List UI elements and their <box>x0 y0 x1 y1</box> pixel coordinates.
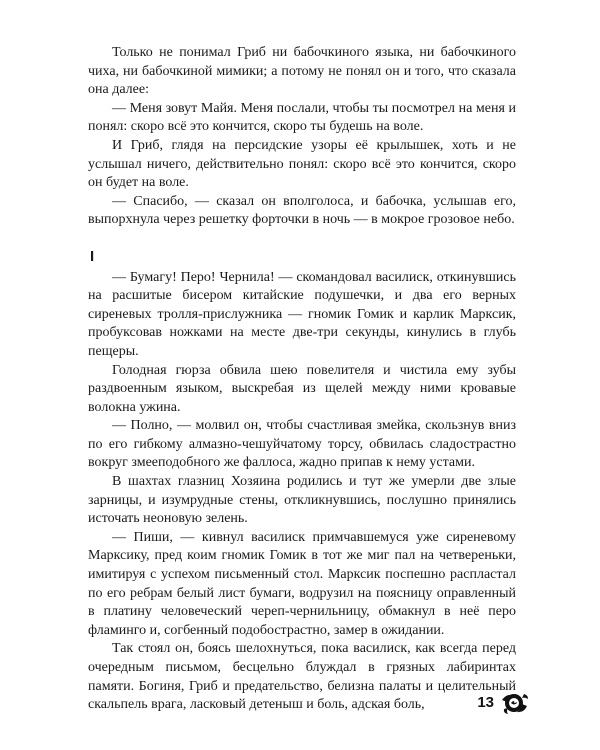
paragraph: И Гриб, глядя на персидские узоры её крылышек, хоть и не услышал ничего, действительно понял: скоро всё это кончится, скоро он будет на воле. <box>88 137 516 191</box>
paragraph: — Бумагу! Перо! Чернила! — скомандовал василиск, откинувшись на расшитые бисером китайские подушечки, и два его верных сиреневых тролля-прислужника — гномик Гомик и карлик Марксик, пробуксовав ножками на месте две-три секунды, кинулись в глубь пещеры. <box>88 269 516 359</box>
paragraph: В шахтах глазниц Хозяина родились и тут же умерли две злые зарницы, и изумрудные стены, откликнувшись, послушно принялись источать неоновую зелень. <box>88 474 516 527</box>
paragraph: Так стоял он, боясь шелохнуться, пока василиск, как всегда перед очередным письмом, бесцельно блуждал в грязных лабиринтах памяти. Богиня, Гриб и предательство, белизна палаты и целительный скальпель врага, ласковый детеныш и боль, адская боль, <box>88 641 516 713</box>
paragraph: Только не понимал Гриб ни бабочкиного языка, ни бабочкиного чиха, ни бабочкиной мимики; а потому не понял он и того, что сказала она далее: <box>88 45 516 98</box>
page-number: 13 <box>477 694 494 711</box>
section-mark: I <box>90 247 95 265</box>
book-page-text <box>88 44 516 715</box>
ornament-icon <box>500 690 530 716</box>
paragraph: — Меня зовут Майя. Меня послали, чтобы ты посмотрел на меня и понял: скоро всё это кончится, скоро ты будешь на воле. <box>88 100 516 135</box>
section-gap <box>88 230 516 248</box>
paragraph: Голодная гюрза обвила шею повелителя и чистила ему зубы раздвоенным языком, выскребая из щелей между ними кровавые волокна ужина. <box>88 362 516 415</box>
paragraph: — Спасибо, — сказал он вполголоса, и бабочка, услышав его, выпорхнула через решетку форточки в ночь — в мокрое грозовое небо. <box>88 193 516 228</box>
paragraph: — Полно, — молвил он, чтобы счастливая змейка, скользнув вниз по его гибкому алмазно-чешуйчатому торсу, обвилась сладострастно вокруг змееподобного же фаллоса, жадно припав к нему устами. <box>88 418 516 471</box>
page-footer <box>430 690 530 720</box>
paragraph: — Пиши, — кивнул василиск примчавшемуся уже сиреневому Марксику, пред коим гномик Гомик в тот же миг пал на четвереньки, имитируя с успехом письменный стол. Марксик поспешно распластал по его ребрам белый лист бумаги, водрузил на поясницу оправленный в платину человеческий череп-чернильницу, обмакнул в неё перо фламинго и, согбенный подобострастно, замер в ожидании. <box>88 529 516 638</box>
